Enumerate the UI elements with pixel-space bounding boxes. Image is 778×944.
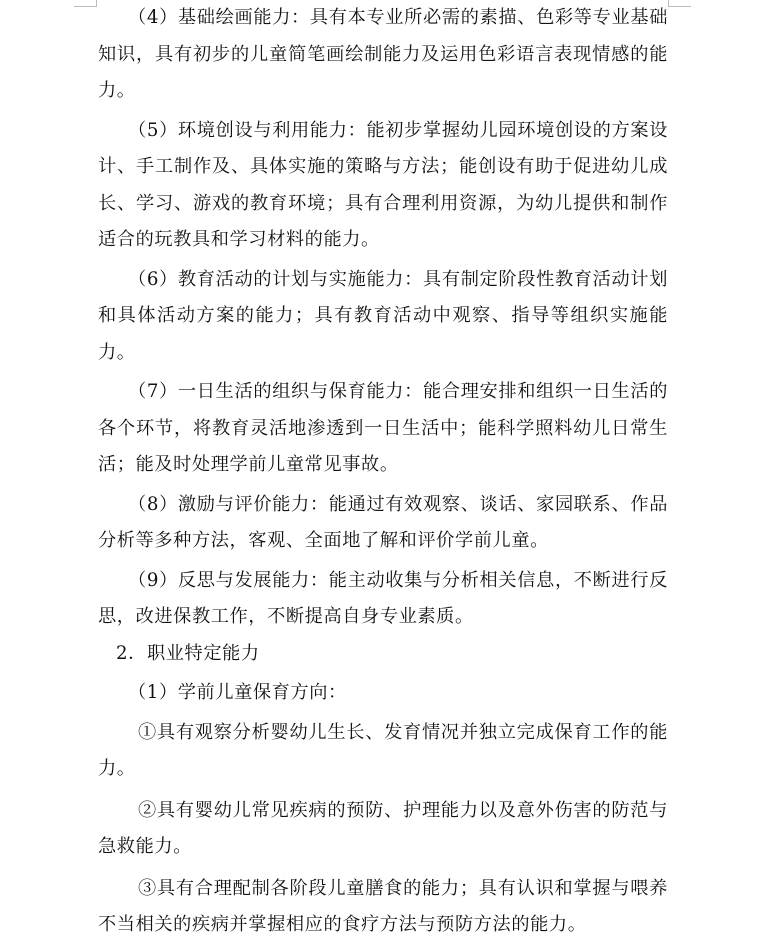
- paragraph-daily-care: （7）一日生活的组织与保育能力：能合理安排和组织一日生活的各个环节，将教育灵活地渗透到一日生活中；能科学照料幼儿日常生活；能及时处理学前儿童常见事故。: [98, 381, 668, 475]
- section-heading-specific-abilities: 2．职业特定能力: [116, 642, 260, 664]
- document-body: [98, 0, 668, 944]
- paragraph-basic-drawing: （4）基础绘画能力：具有本专业所必需的素描、色彩等专业基础知识，具有初步的儿童简笔画绘制能力及运用色彩语言表现情感的能力。: [98, 7, 668, 101]
- list-item-observation: ①具有观察分析婴幼儿生长、发育情况并独立完成保育工作的能力。: [98, 721, 668, 779]
- crop-mark-right: [668, 0, 691, 7]
- paragraph-environment-design: （5）环境创设与利用能力：能初步掌握幼儿园环境创设的方案设计、手工制作及、具体实施的策略与方法；能创设有助于促进幼儿成长、学习、游戏的教育环境；具有合理利用资源，为幼儿提供和制作适合的玩教具和学习材料的能力。: [98, 119, 668, 250]
- crop-mark-left: [74, 0, 97, 7]
- paragraph-reflection: （9）反思与发展能力：能主动收集与分析相关信息，不断进行反思，改进保教工作，不断提高自身专业素质。: [98, 569, 668, 627]
- paragraph-activity-planning: （6）教育活动的计划与实施能力：具有制定阶段性教育活动计划和具体活动方案的能力；具有教育活动中观察、指导等组织实施能力。: [98, 268, 668, 363]
- subsection-heading-childcare: （1）学前儿童保育方向：: [128, 682, 347, 703]
- list-item-disease-prevention: ②具有婴幼儿常见疾病的预防、护理能力以及意外伤害的防范与急救能力。: [98, 799, 668, 857]
- list-item-diet: ③具有合理配制各阶段儿童膳食的能力；具有认识和掌握与喂养不当相关的疾病并掌握相应的食疗方法与预防方法的能力。: [98, 877, 668, 935]
- paragraph-evaluation: （8）激励与评价能力：能通过有效观察、谈话、家园联系、作品分析等多种方法，客观、全面地了解和评价学前儿童。: [98, 493, 668, 551]
